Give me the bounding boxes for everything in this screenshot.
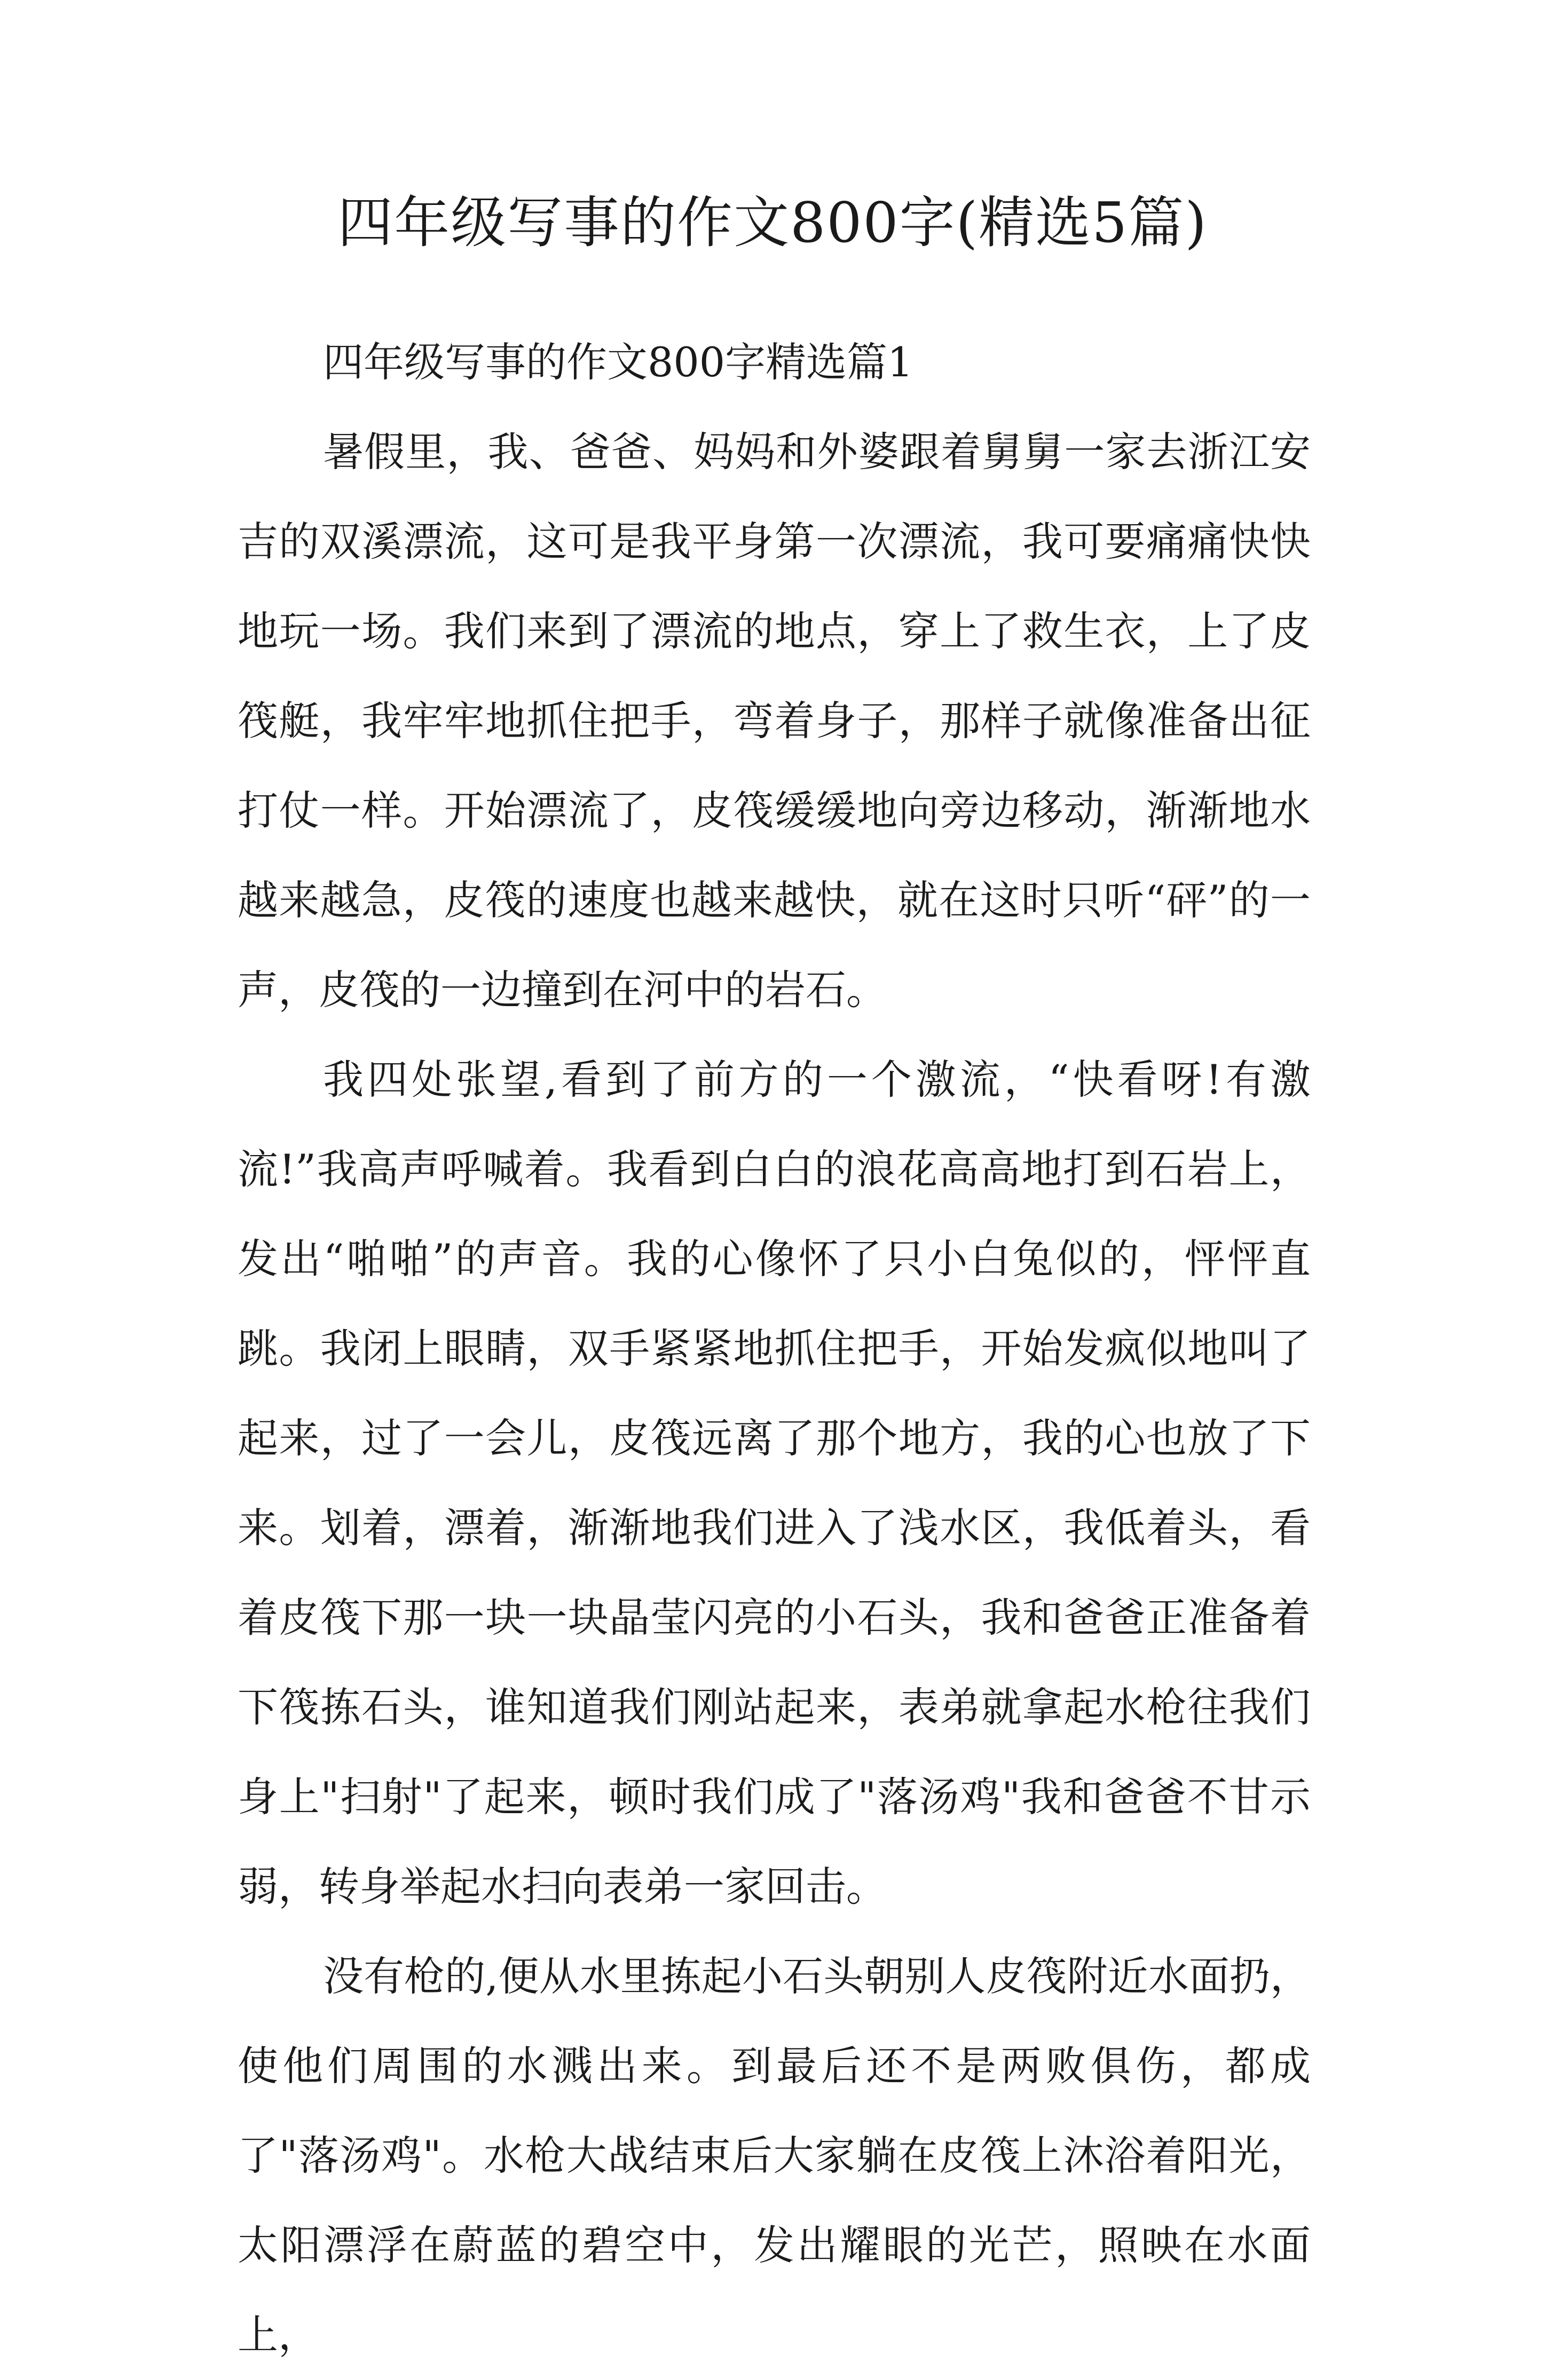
- section-heading: 四年级写事的作文800字精选篇1: [323, 338, 913, 386]
- document-title: 四年级写事的作文800字(精选5篇): [337, 190, 1208, 255]
- document-body: [238, 318, 1311, 2380]
- paragraph-1: 暑假里，我、爸爸、妈妈和外婆跟着舅舅一家去浙江安吉的双溪漂流，这可是我平身第一次漂流，我可要痛痛快快地玩一场。我们来到了漂流的地点，穿上了救生衣，上了皮筏艇，我牢牢地抓住把手，弯着身子，那样子就像准备出征打仗一样。开始漂流了，皮筏缓缓地向旁边移动，渐渐地水越来越急，皮筏的速度也越来越快，就在这时只听“砰”的一声，皮筏的一边撞到在河中的岩石。: [238, 428, 1311, 1014]
- paragraph-3: 没有枪的,便从水里拣起小石头朝别人皮筏附近水面扔，使他们周围的水溅出来。到最后还不是两败俱伤，都成了"落汤鸡"。水枪大战结束后大家躺在皮筏上沐浴着阳光，太阳漂浮在蔚蓝的碧空中，发出耀眼的光芒，照映在水面上，: [238, 1952, 1311, 2359]
- paragraph-2: 我四处张望,看到了前方的一个激流，“快看呀!有激流!”我高声呼喊着。我看到白白的浪花高高地打到石岩上，发出“啪啪”的声音。我的心像怀了只小白兔似的，怦怦直跳。我闭上眼睛，双手紧紧地抓住把手，开始发疯似地叫了起来，过了一会儿，皮筏远离了那个地方，我的心也放了下来。划着，漂着，渐渐地我们进入了浅水区，我低着头，看着皮筏下那一块一块晶莹闪亮的小石头，我和爸爸正准备着下筏拣石头，谁知道我们刚站起来，表弟就拿起水枪往我们身上"扫射"了起来，顿时我们成了"落汤鸡"我和爸爸不甘示弱，转身举起水扫向表弟一家回击。: [238, 1056, 1311, 1910]
